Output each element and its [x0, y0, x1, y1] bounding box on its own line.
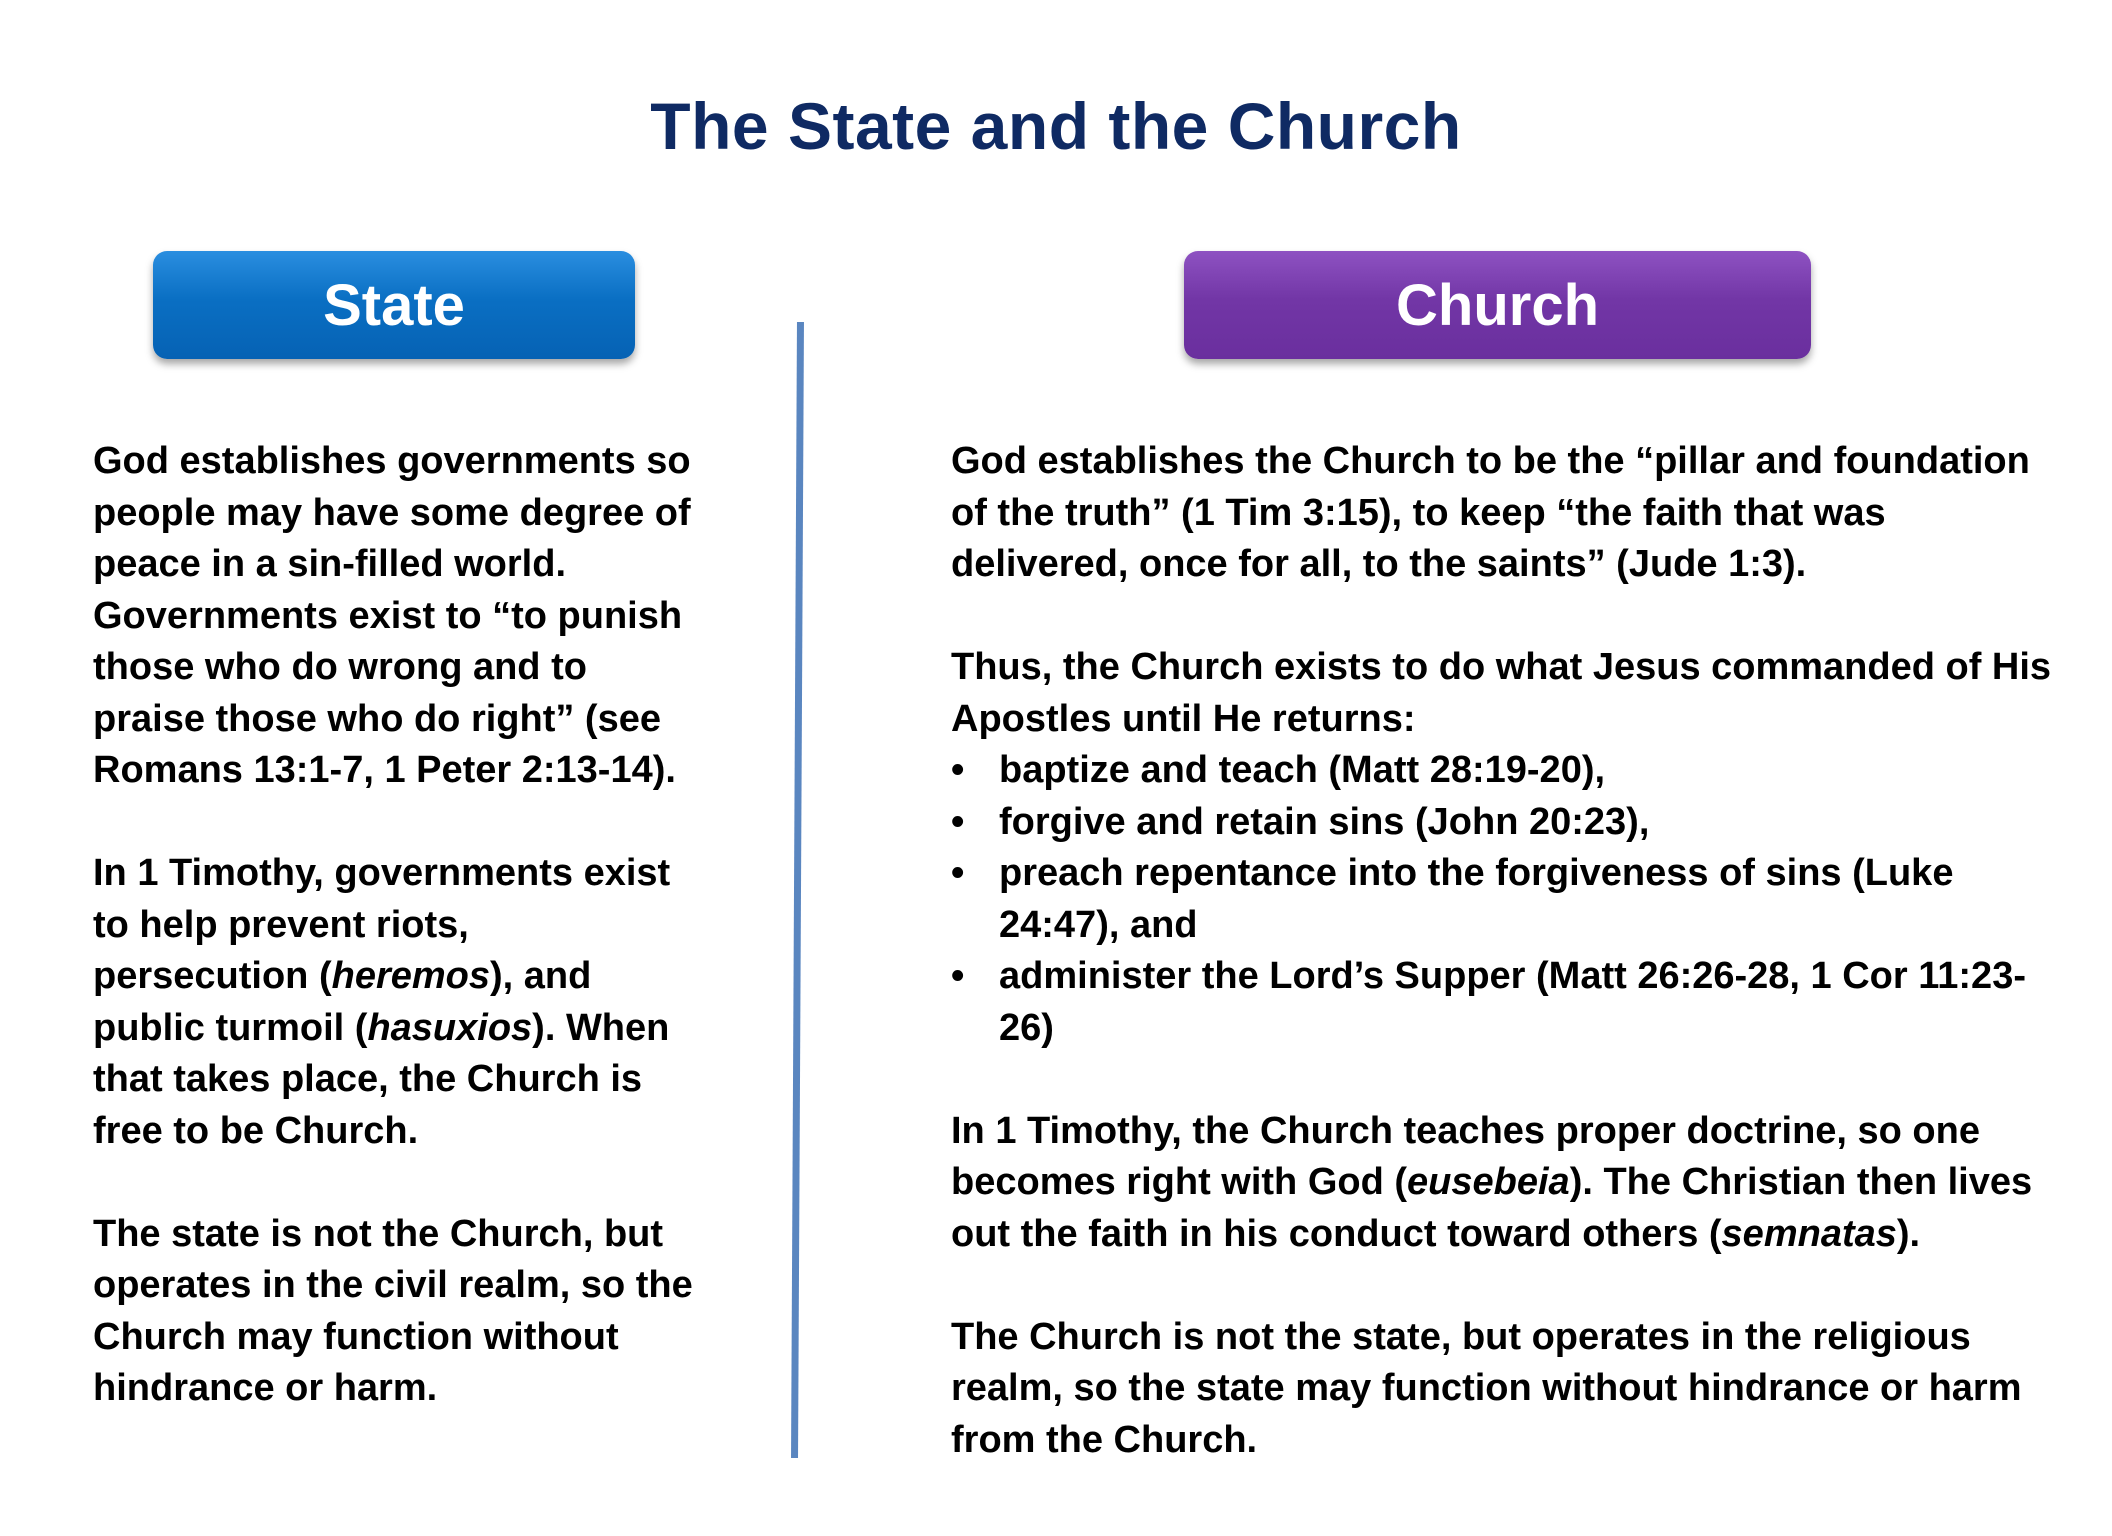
- church-paragraph-commands-intro: Thus, the Church exists to do what Jesus commanded of His Apostles until He returns:: [951, 646, 2052, 740]
- bullet-icon: •: [951, 955, 965, 997]
- church-commands-list: [951, 745, 2071, 1054]
- church-p3-text-c: ). The Christian then lives out the faith in his conduct toward others (: [951, 1161, 2033, 1255]
- state-paragraph-timothy: [93, 848, 693, 1157]
- state-header-label: State: [323, 272, 465, 338]
- state-p2-text-c: ), and public turmoil (: [93, 955, 592, 1049]
- church-column: [951, 436, 2071, 1466]
- list-item-text: forgive and retain sins (John 20:23),: [999, 800, 1650, 843]
- list-item-text: preach repentance into the forgiveness of sins (Luke 24:47), and: [999, 852, 1954, 946]
- slide-title: The State and the Church: [650, 89, 1462, 163]
- church-paragraph-purpose: God establishes the Church to be the “pillar and foundation of the truth” (1 Tim 3:15), to keep “the faith that was delivered, once for all, to the saints” (Jude 1:3).: [951, 440, 2030, 585]
- church-p3-text-e: ).: [1896, 1212, 1921, 1255]
- state-paragraph-realm: The state is not the Church, but operates in the civil realm, so the Church may function without hindrance or harm.: [93, 1212, 693, 1409]
- list-item: [951, 797, 2071, 849]
- bullet-icon: •: [951, 749, 965, 791]
- state-paragraph-purpose: God establishes governments so people may have some degree of peace in a sin-filled world. Governments exist to “to punish those who do wrong and to praise those who do right” (see Romans 13:1-7, 1 Peter 2:13-14).: [93, 440, 691, 791]
- list-item: [951, 848, 2071, 951]
- list-item-text: administer the Lord’s Supper (Matt 26:26-28, 1 Cor 11:23-26): [999, 955, 2026, 1049]
- list-item: [951, 745, 2071, 797]
- state-column: [93, 436, 693, 1415]
- church-header: [1184, 251, 1811, 359]
- church-paragraph-realm: The Church is not the state, but operates in the religious realm, so the state may function without hindrance or harm from the Church.: [951, 1315, 2022, 1461]
- list-item: [951, 951, 2071, 1054]
- state-header: [153, 251, 635, 359]
- state-p2-text-e: ). When that takes place, the Church is free to be Church.: [93, 1006, 670, 1152]
- term-eusebeia: eusebeia: [1407, 1161, 1570, 1203]
- state-p2-text-a: In 1 Timothy, governments exist to help prevent riots, persecution (: [93, 852, 671, 997]
- term-heremos: heremos: [331, 955, 491, 997]
- church-header-label: Church: [1396, 272, 1599, 338]
- term-semnatas: semnatas: [1721, 1212, 1897, 1255]
- bullet-icon: •: [951, 800, 965, 843]
- column-divider: [791, 322, 804, 1458]
- bullet-icon: •: [951, 852, 965, 894]
- church-p3-text-a: In 1 Timothy, the Church teaches proper doctrine, so one becomes right with God (: [951, 1109, 1980, 1203]
- church-paragraph-timothy: [951, 1106, 2071, 1261]
- term-hasuxios: hasuxios: [367, 1006, 533, 1049]
- list-item-text: baptize and teach (Matt 28:19-20),: [999, 749, 1606, 791]
